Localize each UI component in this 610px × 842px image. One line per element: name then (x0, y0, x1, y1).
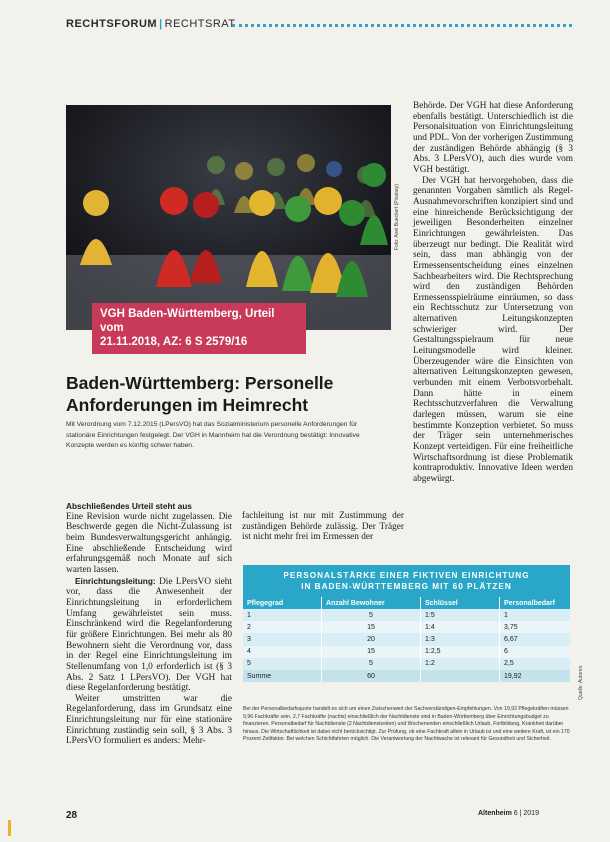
paragraph: Eine Revision wurde nicht zugelassen. Die Beschwerde gegen die Nicht-Zulassung ist beim Bundesverwaltungsgericht anhängig. Eine abschließende Entscheidung wird erfahrungsgemäß noch Monate auf sich warten lassen. (66, 511, 232, 575)
table-cell: 2,5 (500, 658, 571, 670)
table-row (243, 658, 570, 670)
magazine-footer (478, 810, 539, 817)
column-header: Schlüssel (421, 597, 500, 609)
table-cell: 19,92 (500, 670, 571, 682)
table-row (243, 646, 570, 658)
staffing-table (243, 597, 570, 682)
table-cell: 60 (322, 670, 421, 682)
header-dotted-rule (232, 24, 572, 27)
table-cell: Summe (243, 670, 322, 682)
section-separator: | (159, 18, 163, 30)
table-cell: 1:5 (421, 609, 500, 621)
table-cell: 15 (322, 646, 421, 658)
table-cell: 5 (243, 658, 322, 670)
column-header: Anzahl Bewohner (322, 597, 421, 609)
paragraph: Weiter umstritten war die Regelanforderung, dass im Grundsatz eine Einrichtungsleitung nur für eine stationäre Einrichtung zuständig sein soll, § 3 Abs. 3 LPersVO formuliert es anders: Mehr- (66, 693, 232, 747)
article-column-3 (413, 101, 573, 485)
paragraph-text: Die LPersVO sieht vor, dass die Anwesenheit der Einrichtungsleitung in erforderlichem Umfang gewährleistet sein muss. Einschränkend wird die Regelanforderung für größere Einrichtungen. Bei mehr als 80 Bewohnern sieht die Verordnung vor, dass in der Regel eine Einrichtungsleitung im Stellenumfang von 1,0 erforderlich ist (§ 3 Abs. 2 Satz 1 LPersVO). Der VGH hat diese Regelanforderung bestätigt. (66, 576, 233, 694)
table-credit: Quelle: Autoren (578, 665, 584, 700)
paragraph: Der VGH hat hervorgehoben, dass die genannten Vorgaben sämtlich als Regel-Ausnahmevorschriften konzipiert sind und eine hinreichende Berücksichtigung der jeweiligen Besonderheiten einzelner Einrichtungen gewährleisten. Das überzeugt nur bedingt. Die Realität wird sein, dass man abhängig von der Ermessensentscheidung eines einzelnen Sachbearbeiters wird. Die Rechtsprechung wird den zuständigen Behörden Ermessensspielräume einräumen, so dass ein Rechtsschutz zur Untersetzung von alternativen Leitungskonzepten schwieriger wird. Der Gestaltungsspielraum für neue Leitungsmodelle wird kleiner. Überzeugender wäre die Einsichten von alternativen Leitungskonzepten gewesen, verbunden mit einem Verbotsvorbehalt. Dann hätte in einem Rechtsschutzverfahren die Verwaltung darlegen müssen, warum sie eine bestimmte Konzeption verbietet. So muss der Träger sein unternehmerisches Konzept verteidigen. Für eine freiheitliche Wirtschaftsordnung ist diese Problematik kontraproduktiv. Innovative Ideen werden abgewürgt. (413, 175, 573, 484)
section-label: RECHTSFORUM (66, 18, 158, 30)
magazine-issue: 6 | 2019 (513, 810, 539, 817)
table-cell: 6 (500, 646, 571, 658)
magazine-name: Altenheim (478, 810, 512, 817)
inline-subheading: Einrichtungsleitung: (75, 575, 156, 586)
article-title: Baden-Württemberg: Personelle Anforderungen im Heimrecht (66, 373, 334, 415)
article-column-2 (242, 511, 404, 543)
section-header (66, 18, 236, 30)
table-row (243, 633, 570, 645)
article-photo (66, 105, 391, 330)
table-title-line-2: IN BADEN-WÜRTTEMBERG MIT 60 PLÄTZEN (301, 582, 512, 591)
table-cell: 2 (243, 621, 322, 633)
table-cell: 1:4 (421, 621, 500, 633)
table-row (243, 609, 570, 621)
article-column-1 (66, 501, 232, 747)
table-title-line-1: PERSONALSTÄRKE EINER FIKTIVEN EINRICHTUNG (283, 571, 530, 580)
article-lead: Mit Verordnung vom 7.12.2015 (LPersVO) hat das Sozialministerium personelle Anforderungen für stationäre Einrichtungen festgelegt. Der VGH in Mannheim hat die Verordnung bestätigt: Innovative Konzepte werden es künftig schwer haben. (66, 421, 360, 449)
board-game-pieces-image (66, 105, 391, 330)
column-header: Personalbedarf (500, 597, 571, 609)
table-cell: 3 (243, 633, 322, 645)
table-note: Bei der Personalbedarfsquote handelt es sich um einen Zwischenwert der Sachverständigen-Empfehlungen. Von 19,92 Pflegekräften müssen 9,96 Fachkräfte sein. 2,7 Fachkräfte (nachts) einschließlich der Nachtdienste sind in Baden-Württemberg über Einrichtungsbudget zu finanzieren. Personalbedarf für Nachtdienste (2 Nachtdienstzeiten) und Wochenenden einschließlich Urlaub, Fortbildung, Krankheit darüber hinaus. Die Wirtschaftlichkeit ist dabei nicht berücksichtigt. Zur Prüfung, ob eine Fachkraft allein in Urlaub ist und eine weitere Kraft, ist ein 170 Prozent Zeitfaktor. Bei welchen Schichtfahrten möglich. Die Verantwortung der Nachtwache ist relevant für Gesundheit und Sicherheit. (243, 706, 570, 742)
banner-line-1: VGH Baden-Württemberg, Urteil vom (100, 308, 275, 334)
table-cell: 1:2,5 (421, 646, 500, 658)
table-sum-row (243, 670, 570, 682)
table-header-row (243, 597, 570, 609)
page-edge-marker (8, 820, 11, 836)
table-cell: 6,67 (500, 633, 571, 645)
table-cell (421, 670, 500, 682)
table-cell: 1:3 (421, 633, 500, 645)
subsection-label: RECHTSRAT (164, 18, 236, 30)
table-cell: 3,75 (500, 621, 571, 633)
table-row (243, 621, 570, 633)
court-ruling-banner (92, 303, 306, 354)
table-cell: 4 (243, 646, 322, 658)
banner-line-2: 21.11.2018, AZ: 6 S 2579/16 (100, 336, 248, 348)
table-cell: 20 (322, 633, 421, 645)
subheading: Abschließendes Urteil steht aus (66, 501, 192, 511)
column-header: Pflegegrad (243, 597, 322, 609)
paragraph (66, 576, 232, 694)
table-cell: 1 (500, 609, 571, 621)
paragraph: Behörde. Der VGH hat diese Anforderung ebenfalls bestätigt. Unterschiedlich ist die Personalsituation von Einrichtungsleitung und PDL. Von der vorherigen Zustimmung der zuständigen Behörde abhängig (§ 3 Abs. 3 LPersVO), auch dies wurde vom VGH bestätigt. (413, 101, 573, 175)
table-cell: 1:2 (421, 658, 500, 670)
paragraph: fachleitung ist nur mit Zustimmung der zuständigen Behörde zulässig. Der Träger ist nicht mehr frei im Ermessen der (242, 511, 404, 543)
table-cell: 15 (322, 621, 421, 633)
page-number: 28 (66, 810, 78, 821)
table-cell: 5 (322, 609, 421, 621)
table-cell: 5 (322, 658, 421, 670)
photo-credit: Foto: Axel Bueckert (Pixabay) (394, 184, 400, 250)
table-cell: 1 (243, 609, 322, 621)
